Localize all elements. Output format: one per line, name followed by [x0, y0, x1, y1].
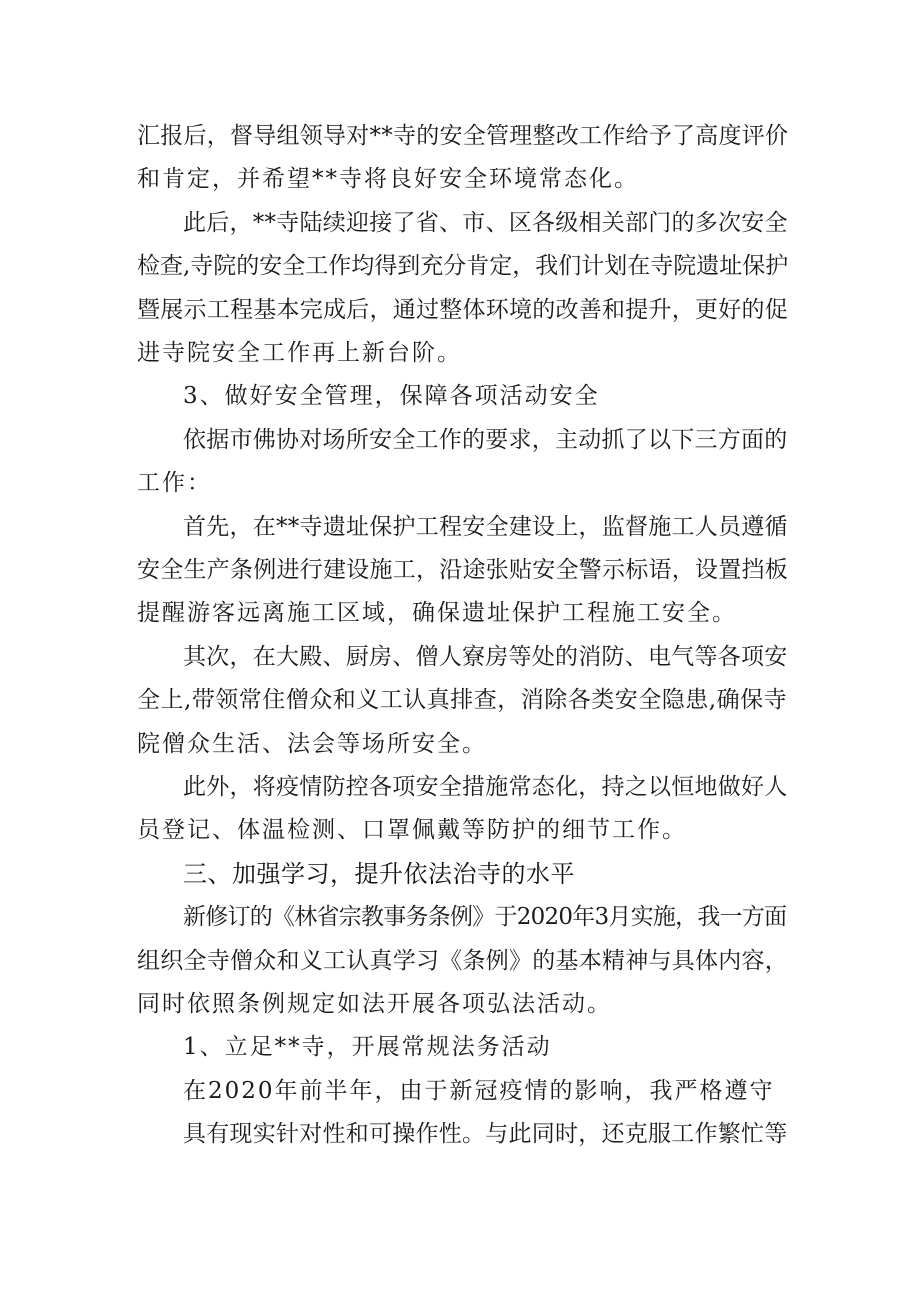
section-heading: 三、加强学习，提升依法治寺的水平 [183, 860, 575, 888]
paragraph-line: 工作： [137, 470, 212, 496]
paragraph-line: 同时依照条例规定如法开展各项弘法活动。 [137, 991, 612, 1017]
paragraph-line: 全上,带领常住僧众和义工认真排查，消除各类安全隐患,确保寺 [137, 687, 788, 713]
paragraph-line: 检查,寺院的安全工作均得到充分肯定，我们计划在寺院遗址保护 [137, 253, 789, 279]
paragraph-line: 院僧众生活、法会等场所安全。 [137, 731, 487, 757]
paragraph-line: 依据市佛协对场所安全工作的要求，主动抓了以下三方面的 [183, 427, 788, 453]
paragraph-line: 安全生产条例进行建设施工，沿途张贴安全警示标语，设置挡板 [137, 557, 788, 583]
paragraph-line: 其次，在大殿、厨房、僧人寮房等处的消防、电气等各项安 [183, 644, 788, 670]
paragraph-line: 进寺院安全工作再上新台阶。 [137, 340, 462, 366]
paragraph-line: 在2020年前半年，由于新冠疫情的影响，我严格遵守 [183, 1078, 775, 1104]
section-subheading: 3、做好安全管理，保障各项活动安全 [183, 383, 600, 409]
paragraph-line: 此后，**寺陆续迎接了省、市、区各级相关部门的多次安全 [183, 210, 788, 236]
paragraph-line: 组织全寺僧众和义工认真学习《条例》的基本精神与具体内容， [137, 948, 788, 974]
paragraph-line: 和肯定，并希望**寺将良好安全环境常态化。 [137, 166, 639, 192]
paragraph-line: 新修订的《林省宗教事务条例》于2020年3月实施，我一方面 [183, 904, 787, 930]
paragraph-line: 首先，在**寺遗址保护工程安全建设上，监督施工人员遵循 [183, 514, 788, 540]
paragraph-line: 员登记、体温检测、口罩佩戴等防护的细节工作。 [137, 817, 687, 843]
section-subheading: 1、立足**寺，开展常规法务活动 [183, 1034, 552, 1060]
paragraph-line: 具有现实针对性和可操作性。与此同时，还克服工作繁忙等 [183, 1121, 788, 1147]
paragraph-line: 提醒游客远离施工区域，确保遗址保护工程施工安全。 [137, 600, 737, 626]
paragraph-line: 汇报后，督导组领导对**寺的安全管理整改工作给予了高度评价 [137, 123, 789, 149]
paragraph-line: 此外，将疫情防控各项安全措施常态化，持之以恒地做好人 [183, 774, 788, 800]
paragraph-line: 暨展示工程基本完成后，通过整体环境的改善和提升，更好的促 [137, 297, 788, 323]
